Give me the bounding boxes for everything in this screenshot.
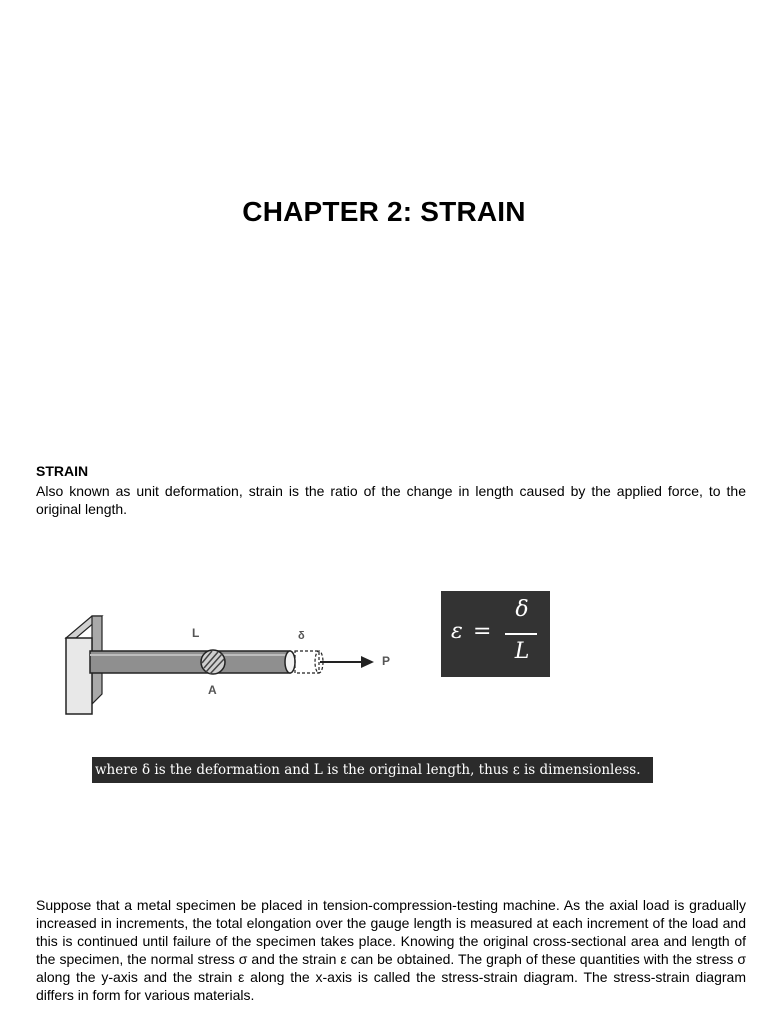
- formula-fraction-bar: [505, 633, 537, 635]
- deformation-region: [295, 651, 319, 673]
- formula-strain-symbol: ε: [451, 619, 463, 644]
- label-load: P: [382, 654, 391, 668]
- label-deformation: δ: [298, 630, 305, 642]
- formula-note: where δ is the deformation and L is the original length, thus ε is dimensionless.: [92, 757, 653, 783]
- label-length: L: [192, 626, 200, 640]
- stress-strain-paragraph: Suppose that a metal specimen be placed in tension-compression-testing machine. As the axial load is gradually increased in increments, the total elongation over the gauge length is measured at each increment of the load and this is continued until failure of the specimen takes place. Knowing the original cross-sectional area and length of the specimen, the normal stress σ and the strain ε can be obtained. The graph of these quantities with the stress σ along the y-axis and the strain ε along the x-axis is called the stress-strain diagram. The stress-strain diagram differs in form for various materials.: [36, 897, 746, 1003]
- strain-definition: Also known as unit deformation, strain is the ratio of the change in length caused by the applied force, to the original length.: [36, 483, 746, 517]
- bar-deformation-figure: [58, 608, 408, 718]
- formula-numerator: δ: [515, 597, 529, 622]
- strain-formula: [441, 591, 550, 677]
- chapter-title: CHAPTER 2: STRAIN: [242, 196, 526, 227]
- formula-denominator: L: [514, 639, 530, 664]
- section-heading: STRAIN: [36, 463, 89, 479]
- formula-equals: =: [473, 619, 492, 644]
- label-area: A: [208, 683, 217, 697]
- bar-diagram: [58, 608, 408, 718]
